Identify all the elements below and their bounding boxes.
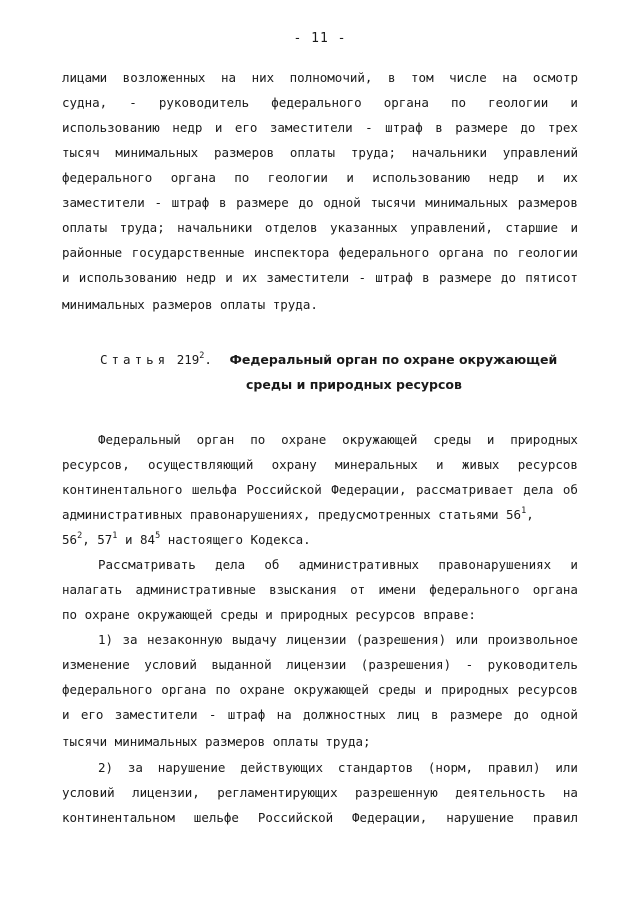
word: недр [488, 170, 519, 185]
word: разрешенную [355, 785, 438, 800]
word: инспектора [254, 245, 330, 260]
word: охрану [271, 457, 317, 472]
text-line [62, 507, 578, 523]
word: возложенных [122, 70, 206, 85]
article-ref: 56 [62, 532, 78, 547]
word: (разрешения) [355, 632, 447, 647]
line-text [62, 507, 534, 523]
word: или [455, 632, 479, 647]
word: в [435, 120, 443, 135]
page-number: - 11 - [293, 31, 347, 46]
word: числе [449, 70, 487, 85]
text-line [98, 760, 578, 776]
word: судна, [62, 95, 108, 110]
word: рассматривает [415, 482, 514, 497]
word: административных [298, 557, 420, 572]
word: Рассматривать [98, 557, 196, 572]
word: и [62, 270, 70, 285]
word: охране [239, 682, 285, 697]
word: минеральных [335, 457, 418, 472]
word: условий [144, 657, 197, 672]
word: и [424, 682, 433, 697]
word: государственные [131, 245, 245, 260]
superscript: 1 [112, 531, 118, 541]
word: штраф [227, 707, 266, 722]
word: указанных [329, 220, 398, 235]
word: заместители [62, 195, 145, 210]
word: недр [185, 270, 217, 285]
word: одной [540, 707, 578, 722]
word: на [276, 707, 292, 722]
text-line [62, 582, 578, 598]
word: Федерации, [331, 482, 407, 497]
word: лицензии, [132, 785, 200, 800]
word: действующих [240, 760, 324, 775]
word: выданной [211, 657, 272, 672]
word: федерального [62, 170, 153, 185]
article-ref: и 84 [117, 532, 156, 547]
word: дела [215, 557, 246, 572]
word: труда; [350, 145, 396, 160]
word: федерального [271, 95, 362, 110]
text-line [62, 297, 578, 313]
text-line [62, 810, 578, 826]
word: и [436, 457, 444, 472]
word: размере [438, 270, 492, 285]
word: от [350, 582, 366, 597]
word: использованию [372, 170, 471, 185]
article-number [177, 352, 212, 367]
word: пятисот [525, 270, 578, 285]
word: и [536, 170, 545, 185]
word: по [450, 95, 466, 110]
word: шельфа [191, 482, 238, 497]
line-end-text: настоящего Кодекса. [160, 532, 311, 547]
word: федерального [62, 682, 153, 697]
word: размере [236, 195, 289, 210]
text-line [98, 432, 578, 448]
word: них [251, 70, 275, 85]
word: и [225, 270, 233, 285]
word: об [264, 557, 280, 572]
word: до [298, 195, 314, 210]
word: геологии [488, 95, 549, 110]
word: федерального [338, 245, 430, 260]
word: в [387, 70, 396, 85]
article-number-period: . [204, 352, 212, 367]
word: стандартов [337, 760, 414, 775]
word: орган [196, 432, 235, 447]
word: континентального [62, 482, 183, 497]
word: том [411, 70, 434, 85]
word: тысячи [370, 195, 416, 210]
word: - [208, 707, 217, 722]
word: лицензии [286, 632, 347, 647]
word: незаконную [146, 632, 223, 647]
text-line [62, 482, 578, 498]
word: его [80, 707, 104, 722]
word: начальники [177, 220, 253, 235]
word: - [358, 270, 366, 285]
text-line [62, 785, 578, 801]
word: и [570, 220, 578, 235]
word: оплаты [289, 145, 336, 160]
word: осмотр [532, 70, 578, 85]
word: правил) [487, 760, 541, 775]
text-line [62, 682, 578, 698]
text-line [62, 120, 578, 136]
word: дела [523, 482, 554, 497]
word: за [127, 760, 143, 775]
word: геологии [517, 245, 578, 260]
word: штраф [385, 120, 423, 135]
word: среды [433, 432, 471, 447]
word: руководитель [158, 95, 250, 110]
word: старшие [505, 220, 559, 235]
word: налагать [62, 582, 123, 597]
word: недр [172, 120, 203, 135]
word: органа [170, 170, 216, 185]
word: живых [461, 457, 500, 472]
word: или [555, 760, 578, 775]
word: его [234, 120, 258, 135]
word: начальники [411, 145, 487, 160]
word: шельфе [193, 810, 239, 825]
article-title-line1: Федеральный орган по охране окружающей [229, 352, 558, 367]
word: минимальных [115, 145, 199, 160]
word: ресурсов [517, 457, 578, 472]
word: ресурсов, [62, 457, 130, 472]
word: Федерации, [352, 810, 428, 825]
word: окружающей [293, 682, 369, 697]
word: и [62, 707, 70, 722]
word: Федеральный [98, 432, 181, 447]
word: взыскания [269, 582, 337, 597]
article-ref: , 57 [82, 532, 113, 547]
text-line [62, 607, 578, 623]
word: размере [449, 707, 503, 722]
word: до [513, 707, 529, 722]
word: Российской [246, 482, 322, 497]
word: ресурсов [517, 682, 578, 697]
word: и [570, 95, 578, 110]
text-line [62, 245, 578, 261]
superscript: 5 [155, 531, 161, 541]
text-line [62, 220, 578, 236]
word: по [493, 245, 509, 260]
word: руководитель [487, 657, 578, 672]
word: континентальном [62, 810, 175, 825]
word: органа [161, 682, 207, 697]
word: изменение [62, 657, 130, 672]
word: (разрешения) [360, 657, 452, 672]
word: охране [281, 432, 327, 447]
word: - [129, 95, 137, 110]
word: геологии [267, 170, 328, 185]
word: произвольное [487, 632, 578, 647]
text-line [62, 145, 578, 161]
word: 2) [98, 760, 114, 775]
text-line [62, 95, 578, 111]
word: управлений [502, 145, 578, 160]
word: за [122, 632, 138, 647]
word: имени [378, 582, 417, 597]
text-line [62, 195, 578, 211]
word: и [570, 557, 578, 572]
word: полномочий, [289, 70, 373, 85]
word: нарушение [446, 810, 514, 825]
word: районные [62, 245, 123, 260]
word: штраф [375, 270, 413, 285]
word: и [486, 432, 495, 447]
word: об [562, 482, 578, 497]
word: по [215, 682, 231, 697]
word: в [431, 707, 439, 722]
line-text: по охране окружающей среды и природных ресурсов вправе: [62, 607, 476, 622]
word: размере [455, 120, 508, 135]
word: до [520, 120, 536, 135]
word: на [220, 70, 237, 85]
word: правил [532, 810, 578, 825]
word: правонарушениях [438, 557, 552, 572]
line-text [62, 532, 311, 548]
word: использованию [78, 270, 177, 285]
text-line [62, 707, 578, 723]
word: их [562, 170, 578, 185]
word: заместители [266, 270, 350, 285]
word: в [422, 270, 430, 285]
text-line [62, 70, 578, 86]
word: труда; [119, 220, 165, 235]
word: по [234, 170, 250, 185]
word: выдачу [231, 632, 277, 647]
word: размеров [213, 145, 275, 160]
article-number-sup: 2 [199, 351, 205, 361]
word: минимальных [425, 195, 509, 210]
superscript: 2 [77, 531, 83, 541]
word: деятельность [455, 785, 546, 800]
word: среды [377, 682, 416, 697]
text-line [62, 657, 578, 673]
text-line [62, 270, 578, 286]
word: штраф [171, 195, 210, 210]
line-text: тысячи минимальных размеров оплаты труда; [62, 734, 371, 749]
word: - [465, 657, 474, 672]
word: по [250, 432, 266, 447]
word: заместители [114, 707, 198, 722]
article-title-line2: среды и природных ресурсов [246, 377, 462, 392]
word: отделов [264, 220, 318, 235]
word: природных [441, 682, 509, 697]
word: условий [62, 785, 115, 800]
word: в [218, 195, 227, 210]
word: лицами [62, 70, 108, 85]
word: 1) [98, 632, 114, 647]
word: и [214, 120, 223, 135]
word: на [562, 785, 578, 800]
word: Российской [257, 810, 334, 825]
line-main-text: административных правонарушениях, предусмотренных статьями 56 [62, 507, 522, 522]
word: одной [323, 195, 361, 210]
word: лицензии [286, 657, 347, 672]
text-line [62, 457, 578, 473]
word: органа [438, 245, 484, 260]
text-line [62, 532, 578, 548]
word: размеров [517, 195, 578, 210]
word: и [346, 170, 354, 185]
word: тысяч [62, 145, 100, 160]
word: управлений, [410, 220, 493, 235]
word: природных [510, 432, 578, 447]
superscript: 1 [521, 506, 527, 516]
line-end-text: , [526, 507, 534, 522]
word: нарушение [157, 760, 226, 775]
word: заместители [269, 120, 353, 135]
word: регламентирующих [217, 785, 338, 800]
word: окружающей [342, 432, 418, 447]
word: федерального [429, 582, 520, 597]
article-number-main: 219 [176, 352, 200, 367]
article-heading [100, 352, 557, 368]
text-line [98, 557, 578, 573]
word: должностных [303, 707, 386, 722]
word: - [365, 120, 373, 135]
word: административные [135, 582, 256, 597]
word: оплаты [62, 220, 108, 235]
article-word: Статья [100, 352, 170, 367]
word: трех [547, 120, 578, 135]
word: на [502, 70, 518, 85]
word: - [154, 195, 162, 210]
word: органа [383, 95, 429, 110]
word: их [242, 270, 258, 285]
word: использованию [62, 120, 160, 135]
word: (норм, [427, 760, 474, 775]
text-line [62, 170, 578, 186]
word: лиц [397, 707, 420, 722]
word: осуществляющий [147, 457, 254, 472]
word: до [500, 270, 516, 285]
line-text: минимальных размеров оплаты труда. [62, 297, 318, 312]
text-line [98, 632, 578, 648]
word: органа [532, 582, 578, 597]
text-line [62, 734, 578, 750]
